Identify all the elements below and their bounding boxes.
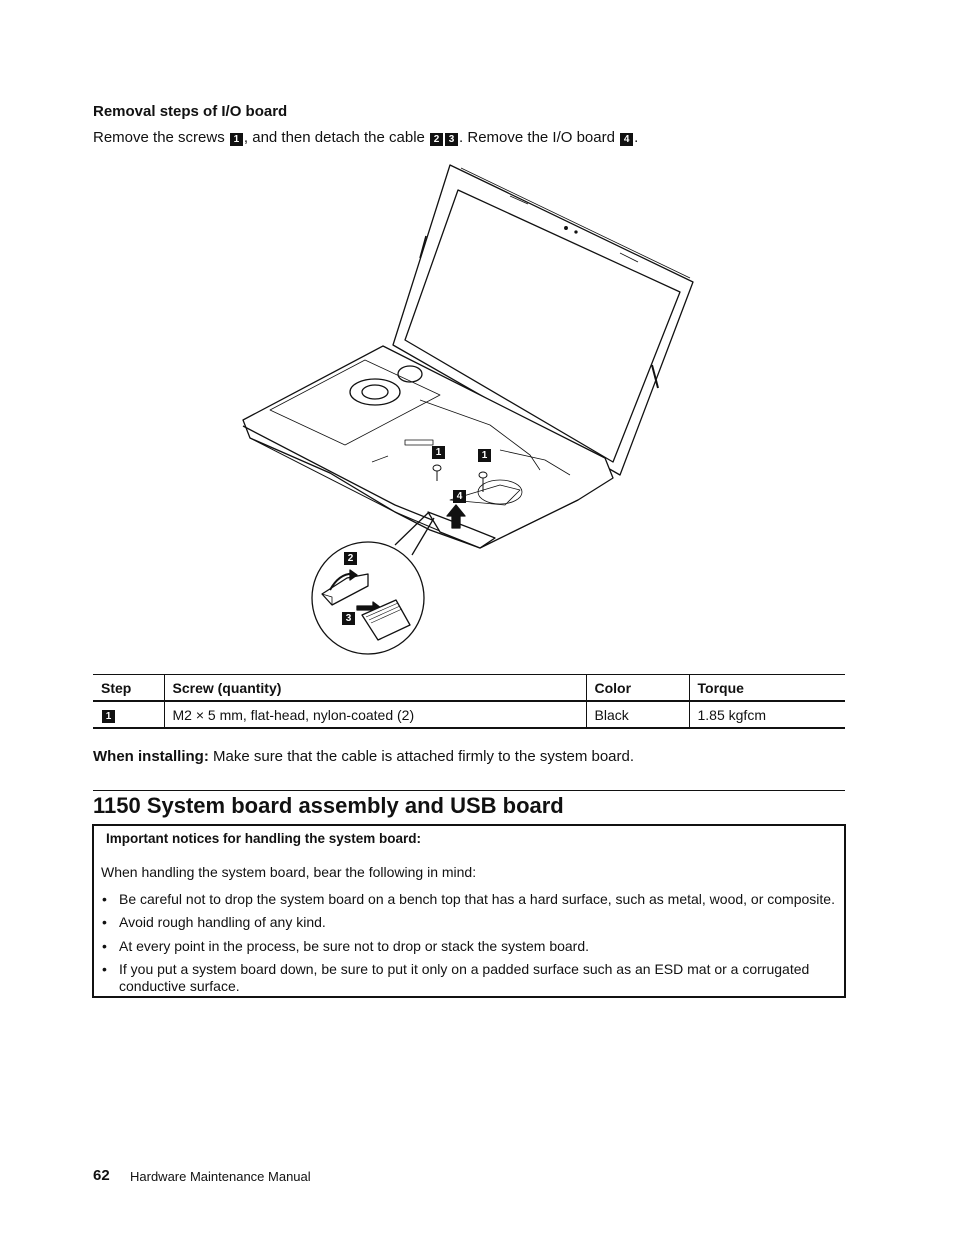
subsection-heading: Removal steps of I/O board (93, 103, 288, 120)
column-header-color: Color (586, 675, 689, 702)
callout-1-badge: 1 (478, 449, 491, 462)
notice-list (101, 884, 841, 995)
io-board-removal-illustration (230, 160, 710, 660)
intro-text: Remove the screws (93, 129, 225, 146)
torque-cell: 1.85 kgfcm (689, 701, 845, 728)
callout-4-badge: 4 (453, 490, 466, 503)
step-badge: 2 (430, 133, 443, 146)
step-badge: 1 (102, 710, 115, 723)
installing-label: When installing: (93, 748, 209, 765)
step-badge: 3 (445, 133, 458, 146)
section-divider (93, 790, 845, 791)
intro-text: . Remove the I/O board (459, 129, 615, 146)
callout-3-badge: 3 (342, 612, 355, 625)
step-badge: 1 (230, 133, 243, 146)
column-header-screw: Screw (quantity) (164, 675, 586, 702)
page-number: 62 (93, 1167, 110, 1184)
table-row (93, 701, 845, 728)
callout-1-badge: 1 (432, 446, 445, 459)
color-cell: Black (586, 701, 689, 728)
column-header-torque: Torque (689, 675, 845, 702)
section-title: 1150 System board assembly and USB board (93, 793, 564, 818)
intro-text: . (634, 129, 639, 146)
intro-paragraph (93, 129, 638, 146)
notice-intro: When handling the system board, bear the following in mind: (101, 864, 477, 880)
list-item: • At every point in the process, be sure not to drop or stack the system board. (101, 938, 841, 955)
list-item: • If you put a system board down, be sure to put it only on a padded surface such as an ESD mat or a corrugated conductive surface. (101, 961, 841, 995)
notice-title: Important notices for handling the system board: (106, 831, 422, 846)
step-badge: 4 (620, 133, 633, 146)
step-cell (93, 701, 164, 728)
screw-cell: M2 × 5 mm, flat-head, nylon-coated (2) (164, 701, 586, 728)
installing-note (93, 748, 634, 765)
manual-title: Hardware Maintenance Manual (130, 1169, 311, 1184)
table-header-row (93, 675, 845, 702)
intro-text: , and then detach the cable (243, 129, 425, 146)
screw-spec-table (93, 674, 845, 729)
callout-2-badge: 2 (344, 552, 357, 565)
installing-text: Make sure that the cable is attached firmly to the system board. (213, 748, 635, 765)
column-header-step: Step (101, 679, 132, 696)
list-item: • Be careful not to drop the system board on a bench top that has a hard surface, such as metal, wood, or composite. (101, 891, 841, 908)
list-item: • Avoid rough handling of any kind. (101, 914, 841, 931)
notice-box (92, 824, 846, 998)
